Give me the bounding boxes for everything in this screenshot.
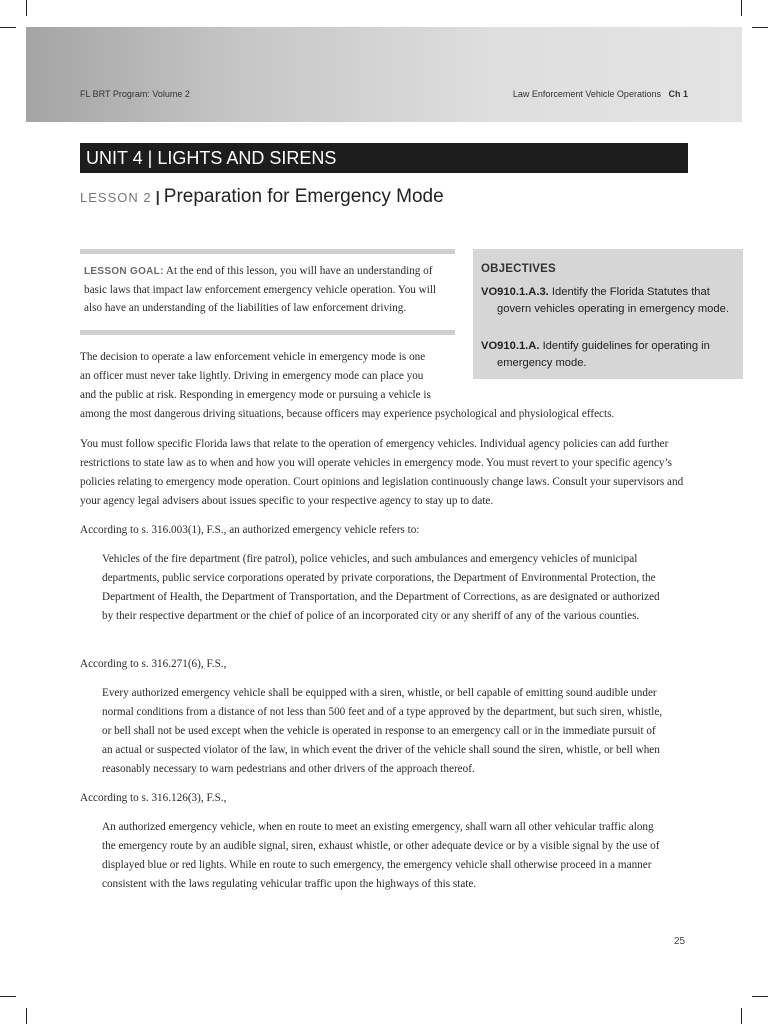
- paragraph-line: an officer must never take lightly. Driving in emergency mode can place you: [80, 370, 424, 382]
- objective-text: Identify the Florida Statutes that govern vehicles operating in emergency mode.: [497, 286, 729, 315]
- lesson-goal: [84, 262, 454, 317]
- objective-item: [481, 284, 745, 318]
- header-volume: FL BRT Program: Volume 2: [80, 89, 190, 99]
- unit-title-bar: [80, 143, 688, 173]
- crop-mark: [0, 996, 16, 997]
- paragraph-line: among the most dangerous driving situations, because officers may experience psychological and physiological effects.: [80, 408, 615, 420]
- crop-mark: [752, 27, 768, 28]
- page-header-band: [26, 27, 742, 122]
- statute-intro-3: According to s. 316.126(3), F.S.,: [80, 792, 227, 804]
- crop-mark: [752, 996, 768, 997]
- paragraph-line: The decision to operate a law enforcement vehicle in emergency mode is one: [80, 351, 426, 363]
- statute-quote-2: Every authorized emergency vehicle shall be equipped with a siren, whistle, or bell capable of emitting sound audible under normal conditions from a distance of not less than 500 feet and of a type approved by the department, but such siren, whistle, or bell shall not be used except when the vehicle is operated in response to an emergency call or in the immediate pursuit of an actual or suspected violator of the law, in which event the driver of the vehicle shall sound the siren, whistle, or bell when reasonably necessary to warn pedestrians and other drivers of the approach thereof.: [102, 687, 663, 775]
- crop-mark: [741, 0, 742, 16]
- header-chapter: [513, 89, 688, 99]
- lesson-goal-text: At the end of this lesson, you will have an understanding of basic laws that impact law enforcement emergency vehicle operation. You will also have an understanding of the liabilities of law enforcement driving.: [84, 265, 437, 314]
- page-number: 25: [674, 936, 686, 947]
- lesson-goal-label: LESSON GOAL:: [84, 266, 164, 277]
- lesson-number: LESSON 2: [80, 190, 152, 205]
- lesson-separator: |: [155, 189, 160, 206]
- statute-quote-3: An authorized emergency vehicle, when en route to meet an existing emergency, shall warn all other vehicular traffic along the emergency route by an audible signal, siren, exhaust whistle, or other adequate device or by a visible signal by the use of displayed blue or red lights. While en route to such emergency, the emergency vehicle shall otherwise proceed in a manner consistent with the laws regulating vehicular traffic upon the highways of this state.: [102, 821, 660, 890]
- statute-quote-1: Vehicles of the fire department (fire patrol), police vehicles, and such ambulances and emergency vehicles of municipal departments, public service corporations operated by private corporations, the Department of Environmental Protection, the Department of Health, the Department of Transportation, and the Department of Corrections, as are designated or authorized by their respective department or the chief of police of an incorporated city or any sheriff of any of the various counties.: [102, 553, 660, 622]
- lesson-title: Preparation for Emergency Mode: [163, 186, 444, 207]
- header-section-title: Law Enforcement Vehicle Operations: [512, 89, 661, 99]
- crop-mark: [0, 27, 16, 28]
- objective-code: VO910.1.A.: [481, 340, 540, 352]
- lesson-goal-box: [80, 249, 455, 335]
- header-chapter-label: Ch 1: [668, 89, 688, 99]
- objective-text: Identify guidelines for operating in emergency mode.: [497, 340, 710, 369]
- unit-title: UNIT 4 | LIGHTS AND SIRENS: [86, 148, 337, 168]
- statute-intro-1: According to s. 316.003(1), F.S., an authorized emergency vehicle refers to:: [80, 524, 420, 536]
- objective-code: VO910.1.A.3.: [481, 286, 549, 298]
- crop-mark: [26, 0, 27, 16]
- crop-mark: [26, 1008, 27, 1024]
- paragraph-line: and the public at risk. Responding in emergency mode or pursuing a vehicle is: [80, 389, 431, 401]
- body-paragraph-2: You must follow specific Florida laws that relate to the operation of emergency vehicles. Individual agency policies can add further restrictions to state law as to when and how you will operate vehicles in emergency mode. You must revert to your specific agency’s policies relating to emergency mode operation. Court opinions and legislation continuously change laws. Consult your supervisors and your agency legal advisers about issues specific to your respective agency to stay up to date.: [80, 438, 684, 507]
- lesson-heading: [80, 186, 444, 208]
- body-paragraph-1: [80, 348, 688, 424]
- statute-intro-2: According to s. 316.271(6), F.S.,: [80, 658, 227, 670]
- crop-mark: [741, 1008, 742, 1024]
- objectives-heading: OBJECTIVES: [481, 263, 556, 275]
